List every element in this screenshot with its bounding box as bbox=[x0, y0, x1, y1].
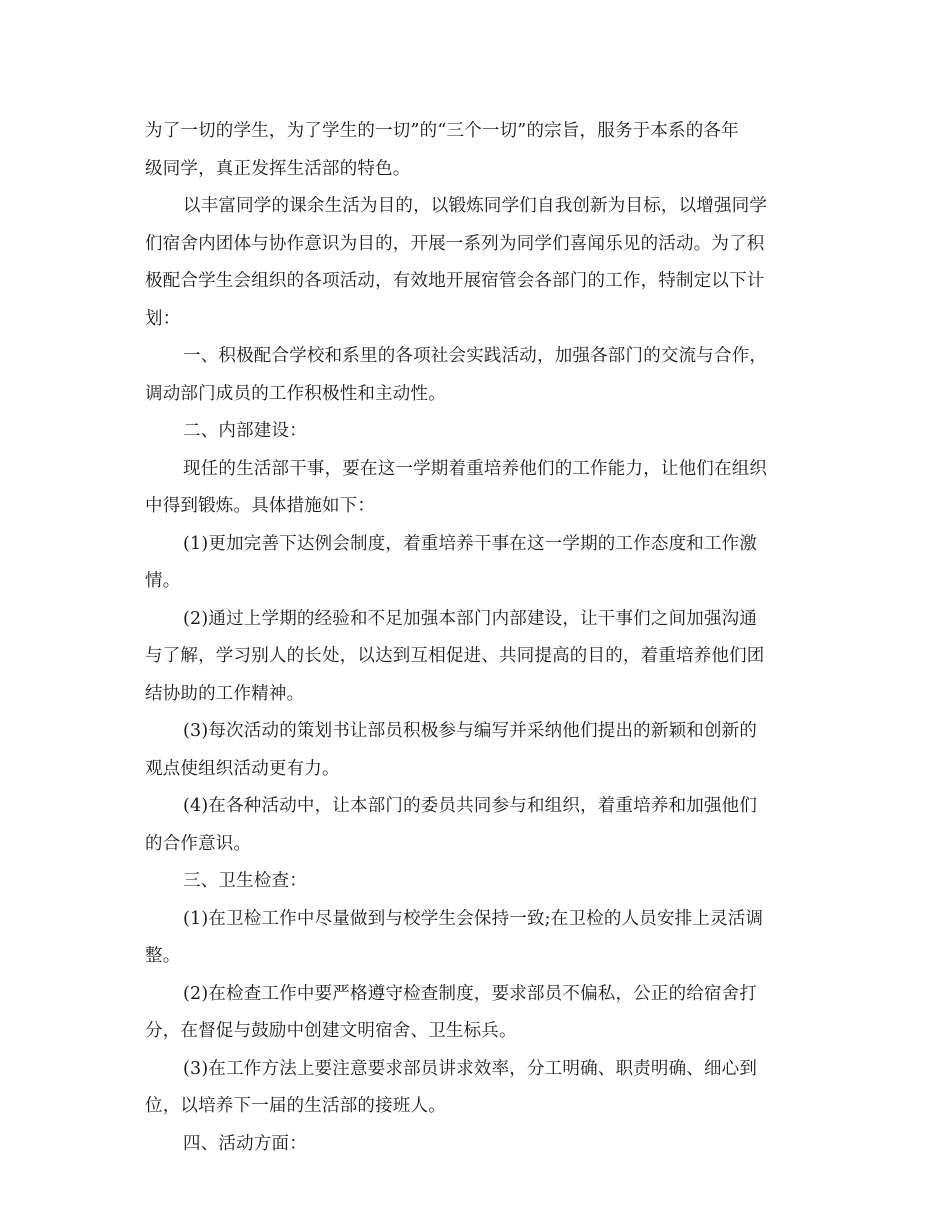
list-item-hygiene-1: (1)在卫检工作中尽量做到与校学生会保持一致;在卫检的人员安排上灵活调 整。 bbox=[145, 908, 764, 966]
paragraph-3: 一、积极配合学校和系里的各项社会实践活动，加强各部门的交流与合作， 调动部门成员的工作积极性和主动性。 bbox=[145, 346, 768, 404]
document-body bbox=[145, 113, 805, 1163]
list-item-hygiene-2: (2)在检查工作中要严格遵守检查制度，要求部员不偏私，公正的给宿舍打 分，在督促与鼓励中创建文明宿舍、卫生标兵。 bbox=[145, 983, 758, 1041]
paragraph-5: 现任的生活部干事，要在这一学期着重培养他们的工作能力，让他们在组织 中得到锻炼。具体措施如下： bbox=[145, 458, 768, 516]
list-item-internal-3: (3)每次活动的策划书让部员积极参与编写并采纳他们提出的新颖和创新的 观点使组织活动更有力。 bbox=[145, 721, 758, 779]
paragraph-1: 为了一切的学生，为了学生的一切”的“三个一切”的宗旨，服务于本系的各年 级同学，真正发挥生活部的特色。 bbox=[145, 121, 739, 179]
paragraph-2: 以丰富同学的课余生活为目的，以锻炼同学们自我创新为目标，以增强同学 们宿舍内团体与协作意识为目的，开展一系列为同学们喜闻乐见的活动。为了积 极配合学生会组织的各项活动，有效地开展宿管会各部门的工作，特制定以下计 划： bbox=[145, 196, 768, 329]
list-item-internal-2: (2)通过上学期的经验和不足加强本部门内部建设，让干事们之间加强沟通 与了解，学习别人的长处，以达到互相促进、共同提高的目的，着重培养他们团 结协助的工作精神。 bbox=[145, 608, 765, 704]
list-item-hygiene-3: (3)在工作方法上要注意要求部员讲求效率，分工明确、职责明确、细心到 位，以培养下一届的生活部的接班人。 bbox=[145, 1058, 758, 1116]
list-item-internal-4: (4)在各种活动中，让本部门的委员共同参与和组织，着重培养和加强他们 的合作意识。 bbox=[145, 796, 758, 854]
section-heading-activities: 四、活动方面： bbox=[183, 1133, 307, 1154]
section-heading-hygiene: 三、卫生检查： bbox=[183, 871, 307, 891]
section-heading-internal: 二、内部建设： bbox=[183, 421, 307, 441]
list-item-internal-1: (1)更加完善下达例会制度，着重培养干事在这一学期的工作态度和工作激 情。 bbox=[145, 533, 758, 591]
